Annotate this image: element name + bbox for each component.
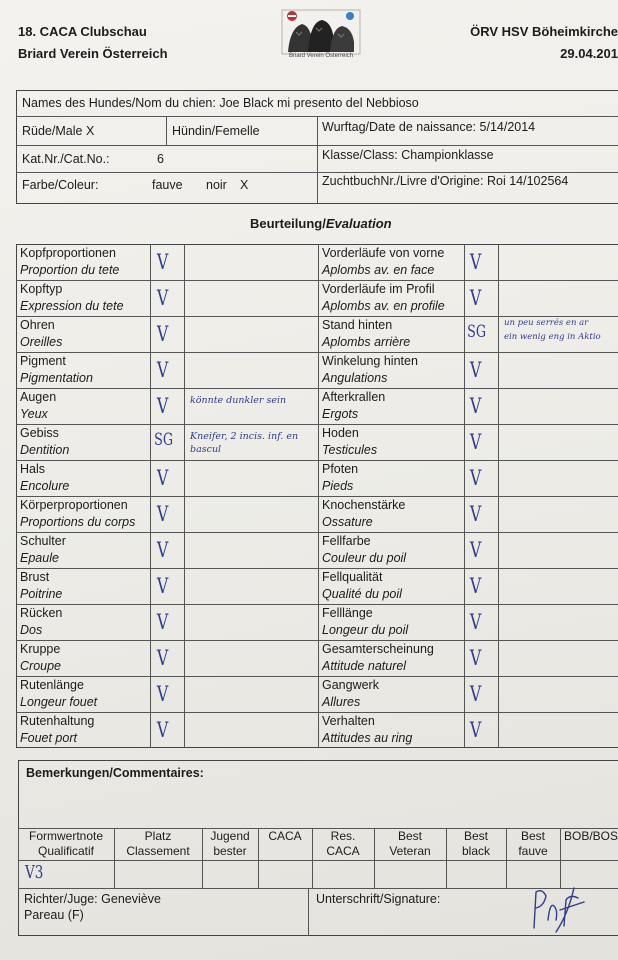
criterion-left-6 — [20, 461, 69, 495]
criterion-label-fr: Aplombs av. en profile — [322, 299, 445, 313]
criterion-right-7 — [322, 497, 405, 531]
criterion-label-fr: Expression du tete — [20, 299, 124, 313]
criterion-label-fr: Dos — [20, 623, 43, 637]
criterion-label-de: Gangwerk — [322, 678, 379, 692]
column-divider — [150, 244, 151, 748]
criterion-right-1 — [322, 281, 445, 315]
grade-mark: V — [156, 250, 169, 274]
criterion-label-fr: Dentition — [20, 443, 70, 457]
criterion-label-de: Schulter — [20, 534, 66, 548]
criterion-label-fr: Ergots — [322, 407, 359, 421]
criterion-label-de: Hals — [20, 462, 46, 476]
criterion-left-12 — [20, 677, 97, 711]
criterion-label-fr: Qualité du poil — [322, 587, 402, 601]
criterion-label-de: Augen — [20, 390, 57, 404]
studbook-value: Roi 14/102564 — [486, 174, 569, 188]
criterion-left-7 — [20, 497, 135, 531]
judge-field — [24, 892, 161, 906]
judge-name-2: Pareau (F) — [24, 908, 84, 922]
criterion-left-3 — [20, 353, 93, 387]
grade-mark: V — [469, 610, 482, 634]
criterion-left-8 — [20, 533, 66, 567]
male-field — [22, 124, 94, 138]
show-title: 18. CACA Clubschau — [18, 24, 147, 39]
grade-mark: V — [469, 646, 482, 670]
logo-caption: Briard Verein Österreich — [288, 53, 354, 59]
row-divider — [16, 532, 618, 533]
club-name: Briard Verein Österreich — [18, 46, 168, 61]
birth-field — [322, 120, 535, 134]
criterion-left-0 — [20, 245, 119, 279]
criterion-left-11 — [20, 641, 61, 675]
results-header-line2: black — [461, 844, 490, 858]
criterion-label-de: Vorderläufe von vorne — [322, 246, 445, 260]
grade-mark: V — [156, 718, 169, 742]
criterion-label-de: Gebiss — [20, 426, 59, 440]
criterion-label-de: Pigment — [20, 354, 66, 368]
judge-note: un peu serrés en ar — [504, 318, 589, 328]
results-header-7 — [506, 829, 560, 859]
signature-label: Unterschrift/Signature: — [316, 892, 441, 906]
criterion-label-fr: Aplombs av. en face — [322, 263, 435, 277]
criterion-right-11 — [322, 641, 434, 675]
grade-mark: SG — [467, 322, 487, 342]
grade-mark: V — [156, 394, 169, 418]
criterion-label-de: Fellqualität — [322, 570, 383, 584]
judge-signature — [520, 880, 590, 936]
criterion-label-de: Kopftyp — [20, 282, 63, 296]
column-divider — [184, 244, 185, 748]
criterion-label-de: Rücken — [20, 606, 63, 620]
female-label: Hündin/Femelle — [172, 124, 260, 138]
grade-mark: V — [156, 322, 169, 346]
criterion-label-fr: Fouet port — [20, 731, 77, 745]
row-divider — [16, 604, 618, 605]
criterion-label-de: Rutenlänge — [20, 678, 84, 692]
dog-name-row — [22, 96, 419, 110]
catalog-value: 6 — [157, 152, 164, 166]
criterion-left-2 — [20, 317, 62, 351]
birth-value: 5/14/2014 — [479, 120, 536, 134]
criterion-label-fr: Attitudes au ring — [322, 731, 413, 745]
criterion-right-3 — [322, 353, 418, 387]
row-divider — [16, 388, 618, 389]
row-divider — [16, 424, 618, 425]
judge-note: könnte dunkler sein — [190, 395, 287, 406]
class-label: Klasse/Class: — [322, 148, 398, 162]
results-header-line1: Best — [463, 829, 488, 843]
color-noir: noir — [206, 178, 227, 192]
criterion-label-de: Afterkrallen — [322, 390, 386, 404]
criterion-right-4 — [322, 389, 385, 423]
criterion-label-de: Verhalten — [322, 714, 375, 728]
results-header-0 — [18, 829, 114, 859]
venue: ÖRV HSV Böheimkirche — [470, 24, 618, 39]
criterion-right-2 — [322, 317, 410, 351]
color-label: Farbe/Coleur: — [22, 178, 99, 192]
dog-name-value: Joe Black mi presento del Nebbioso — [219, 96, 419, 110]
results-mid-line — [18, 860, 618, 861]
male-mark: X — [85, 124, 95, 138]
results-header-line1: Formwertnote — [28, 829, 104, 843]
criterion-right-9 — [322, 569, 402, 603]
column-divider — [464, 244, 465, 748]
row-divider — [16, 712, 618, 713]
criterion-label-fr: Longeur fouet — [20, 695, 98, 709]
row-divider — [16, 316, 618, 317]
criterion-label-de: Fellfarbe — [322, 534, 371, 548]
criterion-label-de: Pfoten — [322, 462, 359, 476]
criterion-left-13 — [20, 713, 94, 747]
criterion-label-de: Rutenhaltung — [20, 714, 95, 728]
criterion-right-0 — [322, 245, 444, 279]
criterion-label-fr: Aplombs arrière — [322, 335, 411, 349]
criterion-left-5 — [20, 425, 69, 459]
results-header-line2: Classement — [126, 844, 190, 858]
criterion-label-fr: Attitude naturel — [322, 659, 407, 673]
criterion-right-10 — [322, 605, 408, 639]
results-header-6 — [446, 829, 506, 859]
judge-note: ein wenig eng in Aktio — [504, 332, 601, 342]
dog-name-label: Names des Hundes/Nom du chien: — [22, 96, 216, 110]
row-divider — [16, 352, 618, 353]
male-label: Rüde/Male — [22, 124, 83, 138]
judge-note: Kneifer, 2 incis. inf. en bascul — [190, 431, 299, 455]
results-header-1 — [114, 829, 202, 859]
criterion-right-8 — [322, 533, 406, 567]
criterion-label-fr: Angulations — [322, 371, 388, 385]
criterion-label-de: Körperproportionen — [20, 498, 128, 512]
row-divider — [16, 676, 618, 677]
grade-mark: V — [469, 466, 482, 490]
criterion-label-fr: Testicules — [322, 443, 378, 457]
results-header-line2: CACA — [326, 844, 360, 858]
grade-mark: V — [156, 502, 169, 526]
color-fauve: fauve — [152, 178, 183, 192]
criterion-left-10 — [20, 605, 62, 639]
criterion-label-fr: Oreilles — [20, 335, 63, 349]
grade-mark: V — [469, 682, 482, 706]
judge-label: Richter/Juge: — [24, 892, 98, 906]
grade-mark: V — [469, 394, 482, 418]
grade-mark: V — [156, 646, 169, 670]
criterion-left-9 — [20, 569, 62, 603]
results-header-line2: Veteran — [389, 844, 431, 858]
grade-mark: V — [469, 718, 482, 742]
criterion-label-de: Gesamterscheinung — [322, 642, 434, 656]
grade-mark: V — [156, 286, 169, 310]
grade-mark: SG — [154, 430, 174, 450]
row-divider — [16, 640, 618, 641]
results-header-line1: Best — [520, 829, 545, 843]
grade-mark: V — [156, 538, 169, 562]
studbook-field — [322, 174, 568, 188]
criterion-label-de: Hoden — [322, 426, 359, 440]
criterion-label-fr: Pigmentation — [20, 371, 93, 385]
results-header-line2: fauve — [518, 844, 548, 858]
criterion-right-6 — [322, 461, 358, 495]
evaluation-title: Beurteilung/Evaluation — [250, 216, 392, 231]
results-header-line2: bester — [213, 844, 247, 858]
criterion-right-13 — [322, 713, 412, 747]
results-header-5 — [374, 829, 446, 859]
criterion-label-fr: Proportion du tete — [20, 263, 120, 277]
criterion-label-de: Felllänge — [322, 606, 373, 620]
results-header-line1: Jugend — [210, 829, 250, 843]
criterion-label-fr: Couleur du poil — [322, 551, 407, 565]
criterion-label-fr: Allures — [322, 695, 361, 709]
color-mark: X — [240, 178, 249, 192]
criterion-label-fr: Proportions du corps — [20, 515, 136, 529]
grade-mark: V — [156, 466, 169, 490]
grade-mark: V — [469, 286, 482, 310]
results-header-line1: Res. — [330, 829, 356, 843]
grade-mark: V — [469, 250, 482, 274]
criterion-label-fr: Pieds — [322, 479, 354, 493]
results-header-4 — [312, 829, 374, 859]
class-field — [322, 148, 494, 162]
criterion-left-1 — [20, 281, 124, 315]
criterion-label-fr: Ossature — [322, 515, 373, 529]
criterion-label-fr: Croupe — [20, 659, 61, 673]
grade-mark: V — [156, 610, 169, 634]
column-divider — [498, 244, 499, 748]
criterion-right-12 — [322, 677, 379, 711]
column-divider — [318, 244, 319, 748]
criterion-right-5 — [322, 425, 377, 459]
results-header-line1: Platz — [144, 829, 172, 843]
grade-mark: V — [469, 358, 482, 382]
criterion-label-de: Brust — [20, 570, 50, 584]
criterion-label-fr: Poitrine — [20, 587, 63, 601]
results-header-8 — [560, 829, 618, 844]
grade-mark: V — [469, 538, 482, 562]
criterion-label-de: Kruppe — [20, 642, 61, 656]
row-divider — [16, 460, 618, 461]
criterion-label-de: Kopfproportionen — [20, 246, 116, 260]
birth-label: Wurftag/Date de naissance: — [322, 120, 477, 134]
qualification-value: V3 — [25, 862, 44, 883]
results-header-line2: Qualificatif — [37, 844, 95, 858]
grade-mark: V — [156, 682, 169, 706]
grade-mark: V — [156, 358, 169, 382]
results-header-line1: BOB/BOS — [563, 829, 618, 843]
criterion-label-fr: Longeur du poil — [322, 623, 409, 637]
results-header-3 — [258, 829, 312, 844]
criterion-label-de: Knochenstärke — [322, 498, 406, 512]
criterion-label-fr: Encolure — [20, 479, 70, 493]
results-header-2 — [202, 829, 258, 859]
studbook-label: ZuchtbuchNr./Livre d'Origine: — [322, 174, 484, 188]
catalog-label: Kat.Nr./Cat.No.: — [22, 152, 110, 166]
judge-name-1: Geneviève — [101, 892, 161, 906]
criterion-left-4 — [20, 389, 56, 423]
grade-mark: V — [469, 574, 482, 598]
criterion-label-fr: Yeux — [20, 407, 48, 421]
remarks-label: Bemerkungen/Commentaires: — [26, 766, 204, 780]
criterion-label-de: Vorderläufe im Profil — [322, 282, 435, 296]
results-header-line1: Best — [397, 829, 422, 843]
criterion-label-de: Ohren — [20, 318, 55, 332]
grade-mark: V — [156, 574, 169, 598]
row-divider — [16, 568, 618, 569]
grade-mark: V — [469, 502, 482, 526]
results-header-line1: CACA — [268, 829, 302, 843]
criterion-label-de: Stand hinten — [322, 318, 393, 332]
class-value: Championklasse — [401, 148, 494, 162]
show-date: 29.04.201 — [560, 46, 618, 61]
grade-mark: V — [469, 430, 482, 454]
criterion-label-fr: Epaule — [20, 551, 59, 565]
criterion-label-de: Winkelung hinten — [322, 354, 418, 368]
